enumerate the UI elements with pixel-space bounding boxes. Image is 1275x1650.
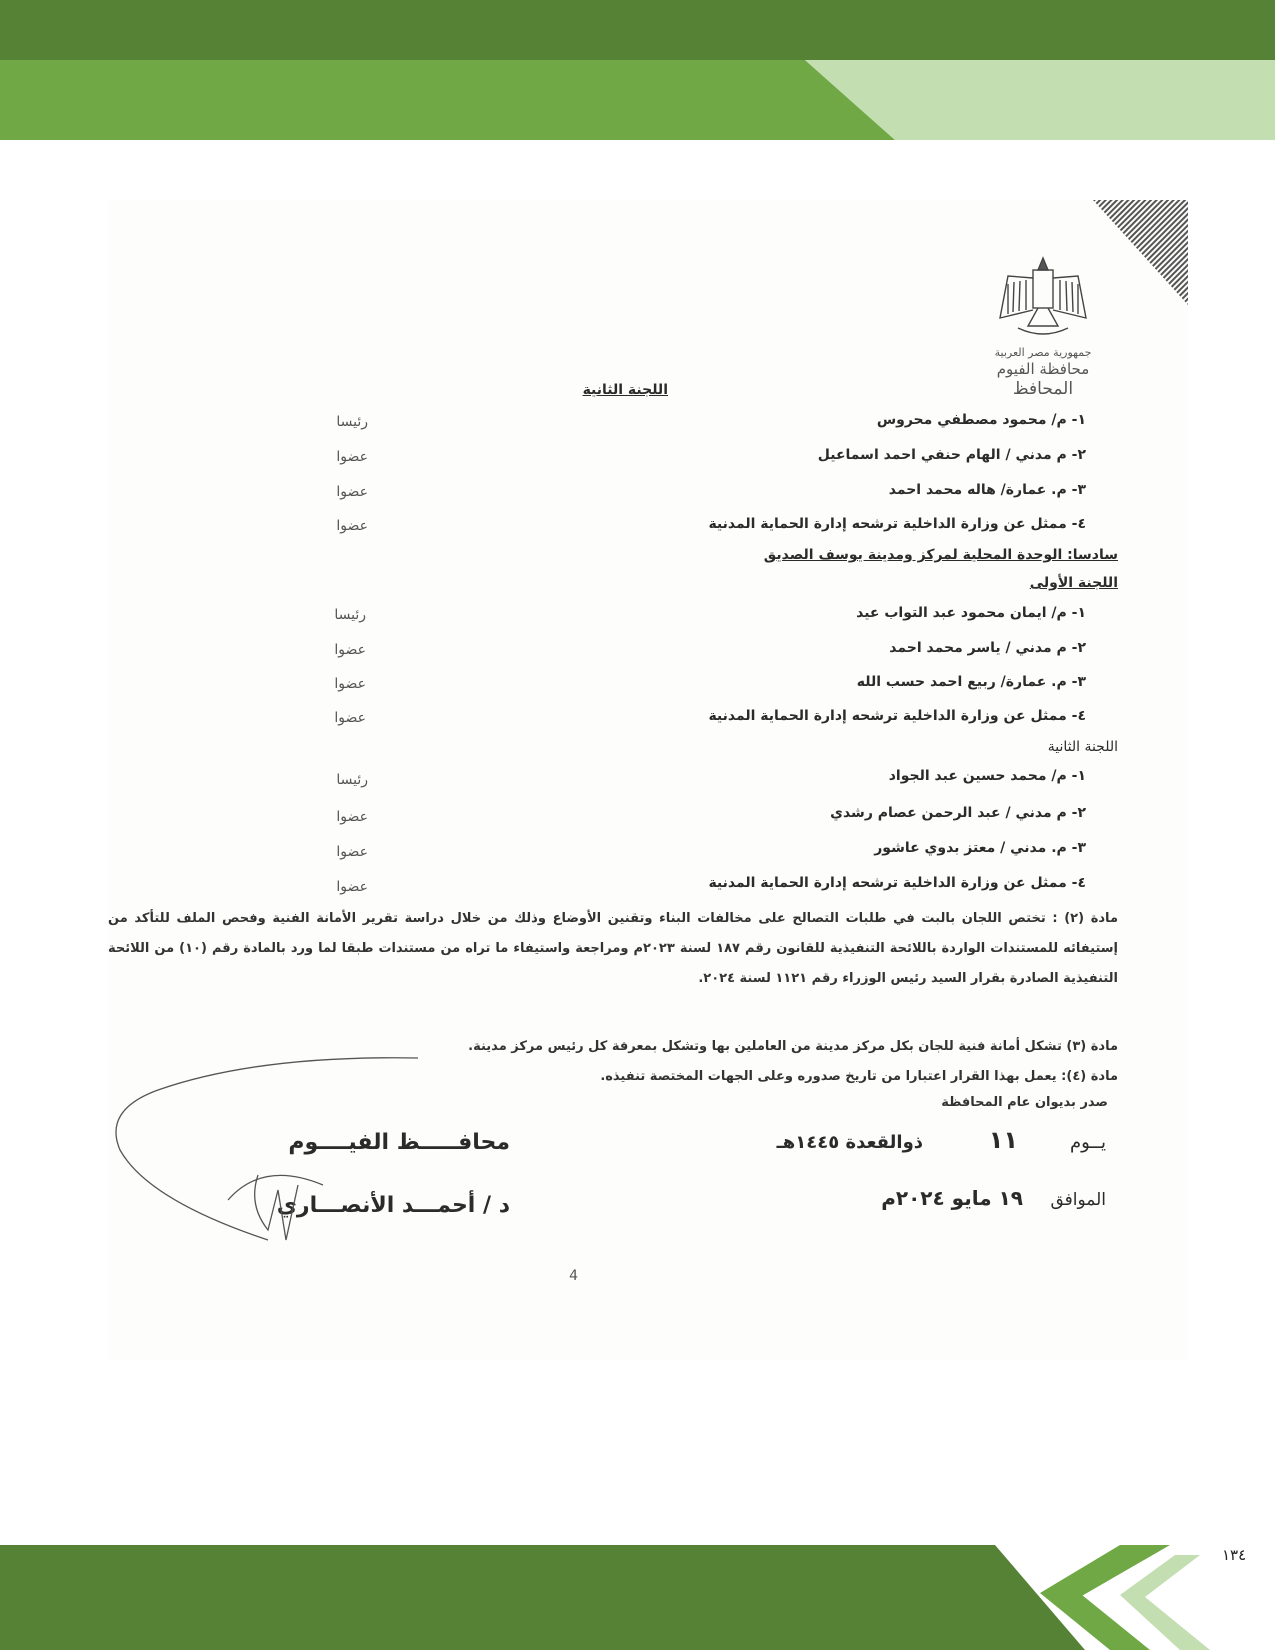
- governor-title: محافـــــظ الفيــــوم: [288, 1130, 510, 1155]
- committee-member-name: ٢- م مدني / ياسر محمد احمد: [889, 640, 1086, 656]
- member-role: عضوا: [334, 676, 366, 692]
- header-banner: [0, 0, 1275, 140]
- member-role: رئيسا: [336, 772, 368, 788]
- member-role: عضوا: [336, 844, 368, 860]
- scan-page-number: 4: [569, 1268, 578, 1284]
- committee-member-name: ٣- م. عمارة/ ربيع احمد حسب الله: [856, 674, 1086, 690]
- member-role: عضوا: [336, 879, 368, 895]
- member-role: عضوا: [336, 518, 368, 534]
- footer-banner: [0, 1545, 1275, 1650]
- gregorian-date: ١٩ مايو ٢٠٢٤م: [881, 1186, 1023, 1210]
- day-value: ١١: [988, 1126, 1018, 1154]
- member-role: عضوا: [334, 642, 366, 658]
- letterhead-line2: محافظة الفيوم: [996, 360, 1090, 378]
- member-role: عضوا: [336, 809, 368, 825]
- scanned-decree-page: [108, 200, 1188, 1360]
- committee-member-name: ٢- م مدني / عبد الرحمن عصام رشدي: [830, 805, 1086, 821]
- gregorian-label: الموافق: [1050, 1190, 1106, 1210]
- governor-signature-icon: [108, 200, 1188, 1360]
- committee-member-name: ١- م/ ايمان محمود عبد التواب عيد: [856, 605, 1086, 621]
- committee-member-name: ١- م/ محمد حسين عبد الجواد: [888, 768, 1086, 784]
- article-2-text: مادة (٢) : تختص اللجان بالبت في طلبات التصالح على مخالفات البناء وتقنين الأوضاع وذلك من خلال دراسة تقرير الأمانة الفنية وفحص الملف للتأكد من إستيفائه للمستندات الواردة باللائحة التنفيذية للقانون رقم ١٨٧ لسنة ٢٠٢٣م ومراجعة واستيفاء ما تراه من مستندات طبقا لما ورد بالمادة رقم (١٠) من اللائحة التنفيذية الصادرة بقرار السيد رئيس الوزراء رقم ١١٢١ لسنة ٢٠٢٤.: [108, 911, 1118, 986]
- member-role: رئيسا: [334, 607, 366, 623]
- committee-member-name: ٤- ممثل عن وزارة الداخلية ترشحه إدارة الحماية المدنية: [708, 516, 1086, 532]
- issued-statement: صدر بديوان عام المحافظة: [941, 1095, 1108, 1110]
- committee-two-heading: اللجنة الثانية: [582, 382, 668, 398]
- member-role: عضوا: [336, 484, 368, 500]
- member-role: رئيسا: [336, 414, 368, 430]
- committee-member-name: ١- م/ محمود مصطفي محروس: [876, 412, 1086, 428]
- section-six-heading: سادسا: الوحدة المحلية لمركز ومدينة يوسف الصديق: [763, 547, 1118, 563]
- member-role: عضوا: [336, 449, 368, 465]
- article-3-text: مادة (٣) تشكل أمانة فنية للجان بكل مركز مدينة من العاملين بها وتشكل بمعرفة كل رئيس مركز مدينة.: [468, 1039, 1118, 1054]
- page-number: ١٣٤: [1222, 1546, 1247, 1564]
- governor-name: د / أحمـــد الأنصـــاري: [276, 1193, 510, 1218]
- committee-member-name: ٤- ممثل عن وزارة الداخلية ترشحه إدارة الحماية المدنية: [708, 708, 1086, 724]
- letterhead-line1: جمهورية مصر العربية: [994, 346, 1092, 359]
- letterhead-line3: المحافظ: [1012, 379, 1074, 398]
- committee-member-name: ٢- م مدني / الهام حنفي احمد اسماعيل: [817, 447, 1086, 463]
- committee-two-heading: اللجنة الثانية: [1047, 739, 1118, 755]
- committee-one-heading: اللجنة الأولى: [1029, 575, 1118, 591]
- hijri-date: ذوالقعدة ١٤٤٥هـ: [776, 1132, 923, 1153]
- committee-member-name: ٣- م. عمارة/ هاله محمد احمد: [888, 482, 1086, 498]
- article-4-text: مادة (٤): يعمل بهذا القرار اعتبارا من تاريخ صدوره وعلى الجهات المختصة تنفيذه.: [600, 1069, 1118, 1084]
- committee-member-name: ٣- م. مدني / معتز بدوي عاشور: [874, 840, 1086, 856]
- member-role: عضوا: [334, 710, 366, 726]
- day-label: يــوم: [1070, 1132, 1106, 1153]
- committee-member-name: ٤- ممثل عن وزارة الداخلية ترشحه إدارة الحماية المدنية: [708, 875, 1086, 891]
